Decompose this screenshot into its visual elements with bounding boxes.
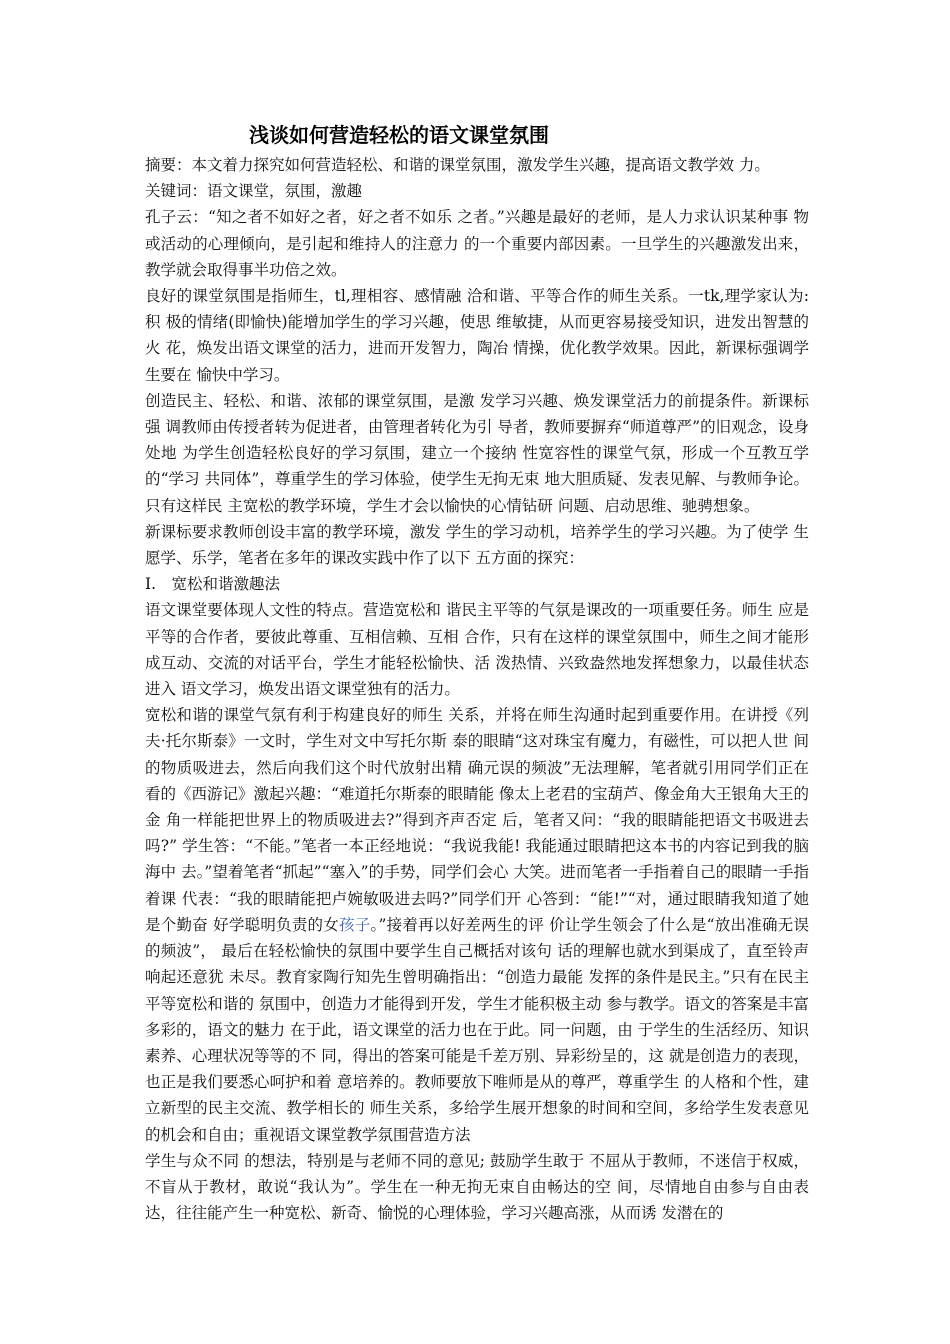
section-heading-1: I. 宽松和谐激趣法 (145, 575, 281, 594)
paragraph-4: 新课标要求教师创设丰富的教学环境，激发 学生的学习动机，培养学生的学习兴趣。为了使学 生愿学、乐学，笔者在多年的课改实践中作了以下 五方面的探究： (145, 522, 809, 568)
paragraph-5: 语文课堂要体现人文性的特点。营造宽松和 谐民主平等的气氛是课改的一项重要任务。师生 应是平等的合作者，要彼此尊重、互相信赖、互相 合作，只有在这样的课堂氛围中，师生之间才能形 成互动、交流的对话平台，学生才能轻松愉快、活 泼热情、兴致盎然地发挥想象力，以最佳状态进入 语文学习，焕发出语文课堂独有的活力。 (145, 601, 809, 699)
document-title: 浅谈如何营造轻松的语文课堂氛围 (249, 123, 549, 147)
paragraph-3: 创造民主、轻松、和谐、浓郁的课堂氛围，是激 发学习兴趣、焕发课堂活力的前提条件。新课标强 调教师由传授者转为促进者，由管理者转化为引 导者，教师要摒弃“师道尊严”的旧观念，设身处地 为学生创造轻松良好的学习氛围，建立一个接纳 性宽容性的课堂气氛，形成一个互教互学的“学习 共同体”，尊重学生的学习体验，使学生无拘无束 地大胆质疑、发表见解、与教师争论。只有这样民 主宽松的教学环境，学生才会以愉快的心情钻研 问题、启动思维、驰骋想象。 (145, 391, 809, 515)
paragraph-6-part-a: 宽松和谐的课堂气氛有利于构建良好的师生 关系，并将在师生沟通时起到重要作用。在讲授《列夫·托尔斯泰》一文时，学生对文中写托尔斯 泰的眼睛“这对珠宝有魔力，有磁性，可以把人世 间的物质吸进去，然后向我们这个时代放射出精 确元误的频波”无法理解，笔者就引用同学们正在 看的《西游记》激起兴趣：“难道托尔斯泰的眼睛能 像太上老君的宝葫芦、像金角大王银角大王的金 角一样能把世界上的物质吸进去?”得到齐声否定 后，笔者又问：“我的眼睛能把语文书吸进去吗?” 学生答：“不能。”笔者一本正经地说：“我说我能! 我能通过眼睛把这本书的内容记到我的脑海中 去。”望着笔者“抓起”“塞入”的手势，同学们会心 大笑。进而笔者一手指着自己的眼睛一手指着课 代表：“我的眼睛能把卢婉敏吸进去吗?”同学们开 心答到：“能!”“对，通过眼睛我知道了她是个勤奋 好学聪明负责的女 (145, 706, 809, 934)
paragraph-6 (145, 702, 809, 1147)
paragraph-7: 学生与众不同 的想法，特别是与老师不同的意见; 鼓励学生敢于 不屈从于教师，不迷信于权威，不盲从于教材，敢说“我认为”。学生在一种无拘无束自由畅达的空 间，尽情地自由参与自由表达，往往能产生一种宽松、新奇、愉悦的心理体验，学习兴趣高涨，从而诱 发潜在的 (145, 1151, 809, 1223)
paragraph-6-part-b: 。”接着再以好差两生的评 价让学生领会了什么是“放出准确无误的频波”， 最后在轻松愉快的氛围中要学生自己概括对该句 话的理解也就水到渠成了，直至铃声响起还意犹 未尽。教育家陶行知先生曾明确指出：“创造力最能 发挥的条件是民主。”只有在民主平等宽松和谐的 氛围中，创造力才能得到开发，学生才能积极主动 参与教学。语文的答案是丰富多彩的，语文的魅力 在于此，语文课堂的活力也在于此。同一问题，由 于学生的生活经历、知识素养、心理状况等等的不 同，得出的答案可能是千差万别、异彩纷呈的，这 就是创造力的表现，也正是我们要悉心呵护和着 意培养的。教师要放下唯师是从的尊严，尊重学生 的人格和个性，建立新型的民主交流、教学相长的 师生关系，多给学生展开想象的时间和空间，多给学生发表意见的机会和自由；重视语文课堂教学氛围营造方法 (145, 915, 809, 1144)
keywords: 关键词：语文课堂，氛围，激趣 (145, 182, 363, 201)
document-page (145, 118, 809, 1226)
paragraph-2: 良好的课堂氛围是指师生，tl,理相容、感情融 洽和谐、平等合作的师生关系。一tk,理学家认为: 积 极的情绪(即愉快)能增加学生的学习兴趣，使思 维敏捷，从而更容易接受知识，进发出智慧的火 花，焕发出语文课堂的活力，进而开发智力，陶冶 情操，优化教学效果。因此，新课标强调学生要在 愉快中学习。 (145, 287, 809, 384)
paragraph-1: 孔子云：“知之者不如好之者，好之者不如乐 之者。”兴趣是最好的老师，是人力求认识某种事 物或活动的心理倾向，是引起和维持人的注意力 的一个重要内部因素。一旦学生的兴趣激发出来， 教学就会取得事半功倍之效。 (145, 208, 809, 279)
abstract: 摘要：本文着力探究如何营造轻松、和谐的课堂氛围，激发学生兴趣，提高语文教学效 力。 (145, 156, 770, 174)
highlighted-word-link[interactable]: 孩子 (339, 915, 371, 934)
